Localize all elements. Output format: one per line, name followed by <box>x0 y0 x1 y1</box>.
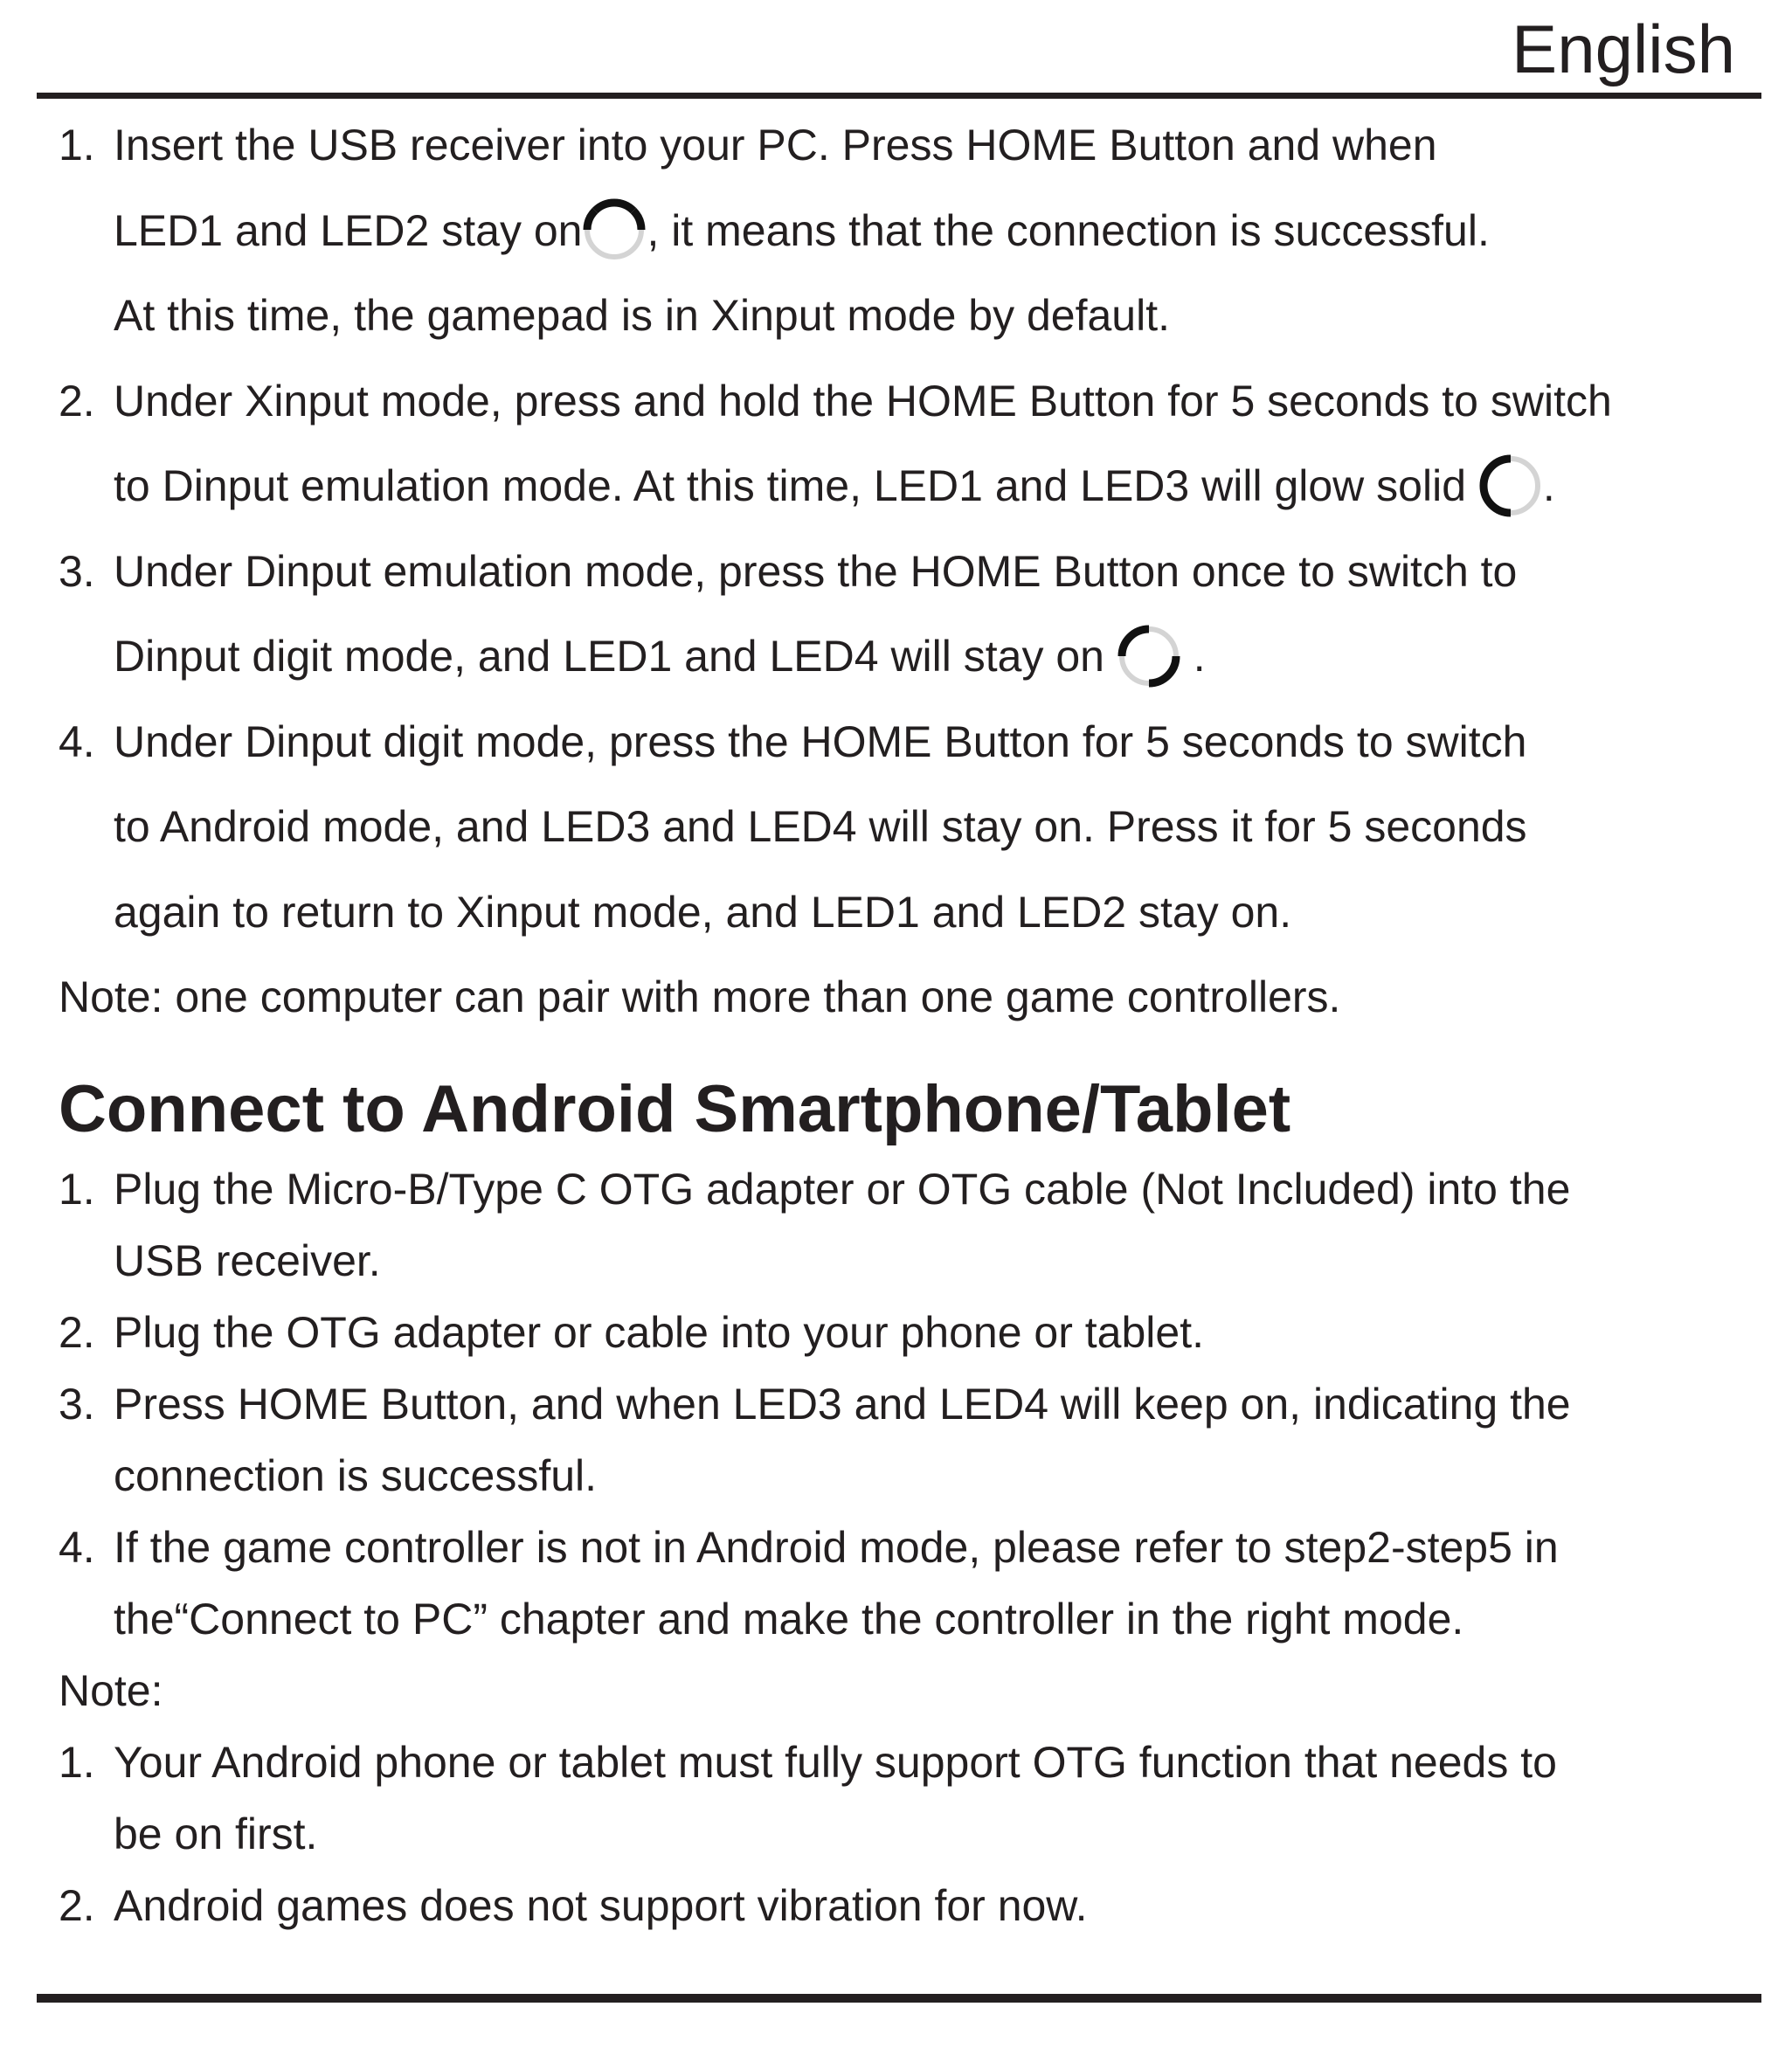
step-number: 4. <box>59 1523 95 1572</box>
android-step-1 <box>0 1153 1792 1297</box>
step-text-part: . <box>1193 632 1206 681</box>
led1-led2-ring-icon <box>582 197 647 262</box>
android-note-label: Note: <box>59 1666 163 1715</box>
step-text <box>114 614 1792 700</box>
step-text: At this time, the gamepad is in Xinput mode by default. <box>114 291 1171 340</box>
pc-note: Note: one computer can pair with more than one game controllers. <box>59 972 1341 1021</box>
led1-led4-ring-icon <box>1117 624 1181 689</box>
led1-led3-ring-icon <box>1478 453 1543 518</box>
step-text-part: . <box>1542 461 1555 510</box>
top-rule <box>37 93 1761 99</box>
step-text: Plug the Micro-B/Type C OTG adapter or OTG cable (Not Included) into the <box>114 1165 1571 1214</box>
note-number: 2. <box>59 1881 95 1930</box>
note-text: Android games does not support vibration for now. <box>114 1881 1088 1930</box>
step-number: 3. <box>59 546 95 596</box>
step-text <box>114 444 1792 529</box>
step-number: 2. <box>59 376 95 426</box>
pc-step-1 <box>0 103 1792 359</box>
bottom-rule <box>37 1994 1761 2003</box>
android-note-1 <box>0 1726 1792 1870</box>
pc-step-3 <box>0 529 1792 700</box>
step-text: to Android mode, and LED3 and LED4 will stay on. Press it for 5 seconds <box>114 802 1527 851</box>
step-text <box>114 189 1792 274</box>
step-number: 1. <box>59 121 95 170</box>
note-text: be on first. <box>114 1810 318 1858</box>
step-text: Press HOME Button, and when LED3 and LED4 will keep on, indicating the <box>114 1380 1571 1429</box>
step-number: 3. <box>59 1380 95 1429</box>
note-text: Your Android phone or tablet must fully support OTG function that needs to <box>114 1738 1557 1787</box>
step-text: Under Dinput digit mode, press the HOME Button for 5 seconds to switch <box>114 716 1527 766</box>
android-note-2 <box>0 1870 1792 1941</box>
pc-step-2 <box>0 359 1792 529</box>
pc-steps-section <box>0 103 1792 1041</box>
step-number: 1. <box>59 1165 95 1214</box>
step-number: 2. <box>59 1308 95 1357</box>
step-text: again to return to Xinput mode, and LED1 and LED2 stay on. <box>114 887 1292 937</box>
android-section-heading: Connect to Android Smartphone/Tablet <box>59 1072 1291 1146</box>
step-number: 4. <box>59 716 95 766</box>
step-text: USB receiver. <box>114 1236 381 1285</box>
step-text-part: Dinput digit mode, and LED1 and LED4 will stay on <box>114 632 1104 681</box>
step-text: If the game controller is not in Android mode, please refer to step2-step5 in <box>114 1523 1559 1572</box>
step-text: Insert the USB receiver into your PC. Press HOME Button and when <box>114 121 1437 170</box>
step-text: Under Xinput mode, press and hold the HOME Button for 5 seconds to switch <box>114 376 1612 426</box>
android-step-4 <box>0 1512 1792 1655</box>
android-steps-section <box>0 1153 1792 1941</box>
android-step-2 <box>0 1297 1792 1368</box>
note-number: 1. <box>59 1738 95 1787</box>
step-text-part: LED1 and LED2 stay on <box>114 205 583 255</box>
step-text: the“Connect to PC” chapter and make the controller in the right mode. <box>114 1595 1464 1643</box>
step-text-part: , it means that the connection is successful. <box>647 205 1490 255</box>
step-text: Plug the OTG adapter or cable into your phone or tablet. <box>114 1308 1204 1357</box>
android-step-3 <box>0 1368 1792 1512</box>
pc-step-4 <box>0 700 1792 956</box>
step-text: Under Dinput emulation mode, press the HOME Button once to switch to <box>114 546 1518 596</box>
step-text: connection is successful. <box>114 1451 598 1500</box>
language-label: English <box>1512 10 1735 87</box>
step-text-part: to Dinput emulation mode. At this time, LED1 and LED3 will glow solid <box>114 461 1466 510</box>
